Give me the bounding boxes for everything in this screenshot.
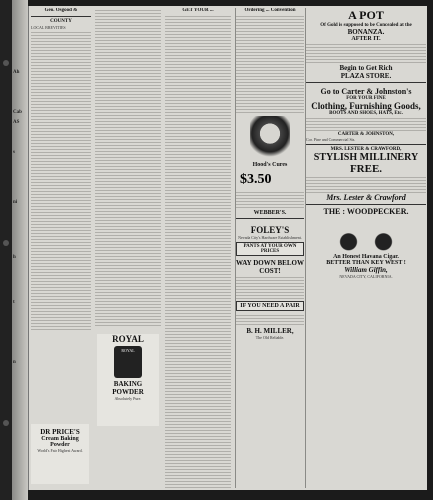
foley-ad-title: FOLEY'S <box>250 225 290 235</box>
column-3 <box>165 8 231 488</box>
carter-address: Cor. Pine and Commercial Sts. <box>306 137 356 142</box>
dr-price-ad <box>31 424 89 484</box>
millinery-heading: STYLISH MILLINERY <box>313 152 419 163</box>
ad-note: World's Fair Highest Award. <box>37 448 83 453</box>
carter-ad-line: FOR YOUR FINE <box>346 96 386 101</box>
after-it: AFTER IT. <box>351 36 381 42</box>
ad-title: DR PRICE'S <box>40 428 80 436</box>
newspaper-page <box>28 6 427 490</box>
carter-ad-boots: BOOTS AND SHOES, HATS, Etc. <box>329 111 403 116</box>
miller-subtitle: The Old Reliable. <box>255 335 285 340</box>
carter-ad-title: Go to Carter & Johnston's <box>320 87 412 96</box>
city-line: NEVADA CITY, CALIFORNIA. <box>339 274 393 279</box>
royal-baking-powder-ad <box>97 334 159 426</box>
body-text <box>236 275 304 299</box>
body-text <box>236 14 304 114</box>
foley-ad-subtitle: Nevada City's Hardware Establishment. <box>238 235 302 240</box>
ad-subtitle: Cream Baking Powder <box>41 436 79 448</box>
margin-fragment: s <box>13 150 15 155</box>
body-text <box>306 116 426 132</box>
price: $3.50 <box>240 172 272 187</box>
bonanza: BONANZA. <box>347 28 385 36</box>
binder-hole <box>3 240 9 246</box>
binder-hole <box>3 420 9 426</box>
ad-line: POWDER <box>112 388 144 396</box>
section-heading: COUNTY <box>50 19 72 24</box>
binder-hole <box>3 60 9 66</box>
subheading: LOCAL BREVITIES <box>31 25 66 30</box>
body-text <box>165 14 231 488</box>
millinery-ad-name: MRS. LESTER & CRAWFORD, <box>330 147 402 152</box>
portrait-illustration <box>250 116 290 160</box>
carter-ad-clothing: Clothing, Furnishing Goods, <box>311 101 421 111</box>
carter-name: CARTER & JOHNSTON, <box>337 132 395 137</box>
body-text <box>236 190 304 210</box>
margin-fragment: Cab <box>13 110 22 115</box>
pot-ad-subtitle: Of Gold is supposed to be Concealed at the <box>320 23 412 28</box>
margin-fragment: ni <box>13 200 18 205</box>
column-1 <box>31 8 91 488</box>
ad-title: ROYAL <box>112 334 144 344</box>
margin-fragment: h <box>13 255 16 260</box>
ad-line: BAKING <box>113 380 143 388</box>
masthead: Geo. Osgood & <box>44 8 78 13</box>
horse-carriage-illustration <box>331 218 401 252</box>
ad-caption: Hood's Cures <box>252 162 288 168</box>
better-line: BETTER THAN KEY WEST ! <box>326 260 406 266</box>
webbers-ad: WEBBER'S. <box>253 210 287 216</box>
pot-ad-title: A POT <box>348 8 384 22</box>
previous-page-edge <box>12 0 28 500</box>
body-text <box>306 175 426 193</box>
way-down-banner: WAY DOWN BELOW COST! <box>236 259 304 275</box>
can-illustration: ROYAL <box>114 346 142 378</box>
signature: Mrs. Lester & Crawford <box>326 193 406 202</box>
cigar-line: An Honest Havana Cigar. <box>333 254 399 260</box>
giffin-name: William Giffin, <box>344 266 388 274</box>
ad-note: Absolutely Pure. <box>114 396 142 401</box>
margin-fragment: Ah <box>13 70 20 75</box>
body-text <box>31 30 91 330</box>
column-4 <box>235 8 304 488</box>
binder-strip <box>0 0 12 500</box>
column-5-ads <box>305 8 426 488</box>
get-rich-heading: Begin to Get Rich <box>339 64 393 72</box>
plaza-store: PLAZA STORE. <box>340 72 392 80</box>
body-text <box>95 8 161 326</box>
column-heading: Ordering ... Convention <box>244 8 296 13</box>
pants-banner: PANTS AT YOUR OWN PRICES <box>236 242 304 256</box>
need-pair-banner: IF YOU NEED A PAIR <box>236 301 304 311</box>
margin-fragment: n <box>13 360 16 365</box>
body-text <box>236 313 304 327</box>
margin-fragment: AS <box>13 120 20 125</box>
column-heading: GET YOUR ... <box>182 8 214 13</box>
free-heading: FREE. <box>349 163 383 175</box>
woodpecker-heading: THE : WOODPECKER. <box>323 207 409 216</box>
body-text <box>306 42 426 64</box>
miller-name: B. H. MILLER, <box>246 327 294 335</box>
margin-fragment: t <box>13 300 15 305</box>
